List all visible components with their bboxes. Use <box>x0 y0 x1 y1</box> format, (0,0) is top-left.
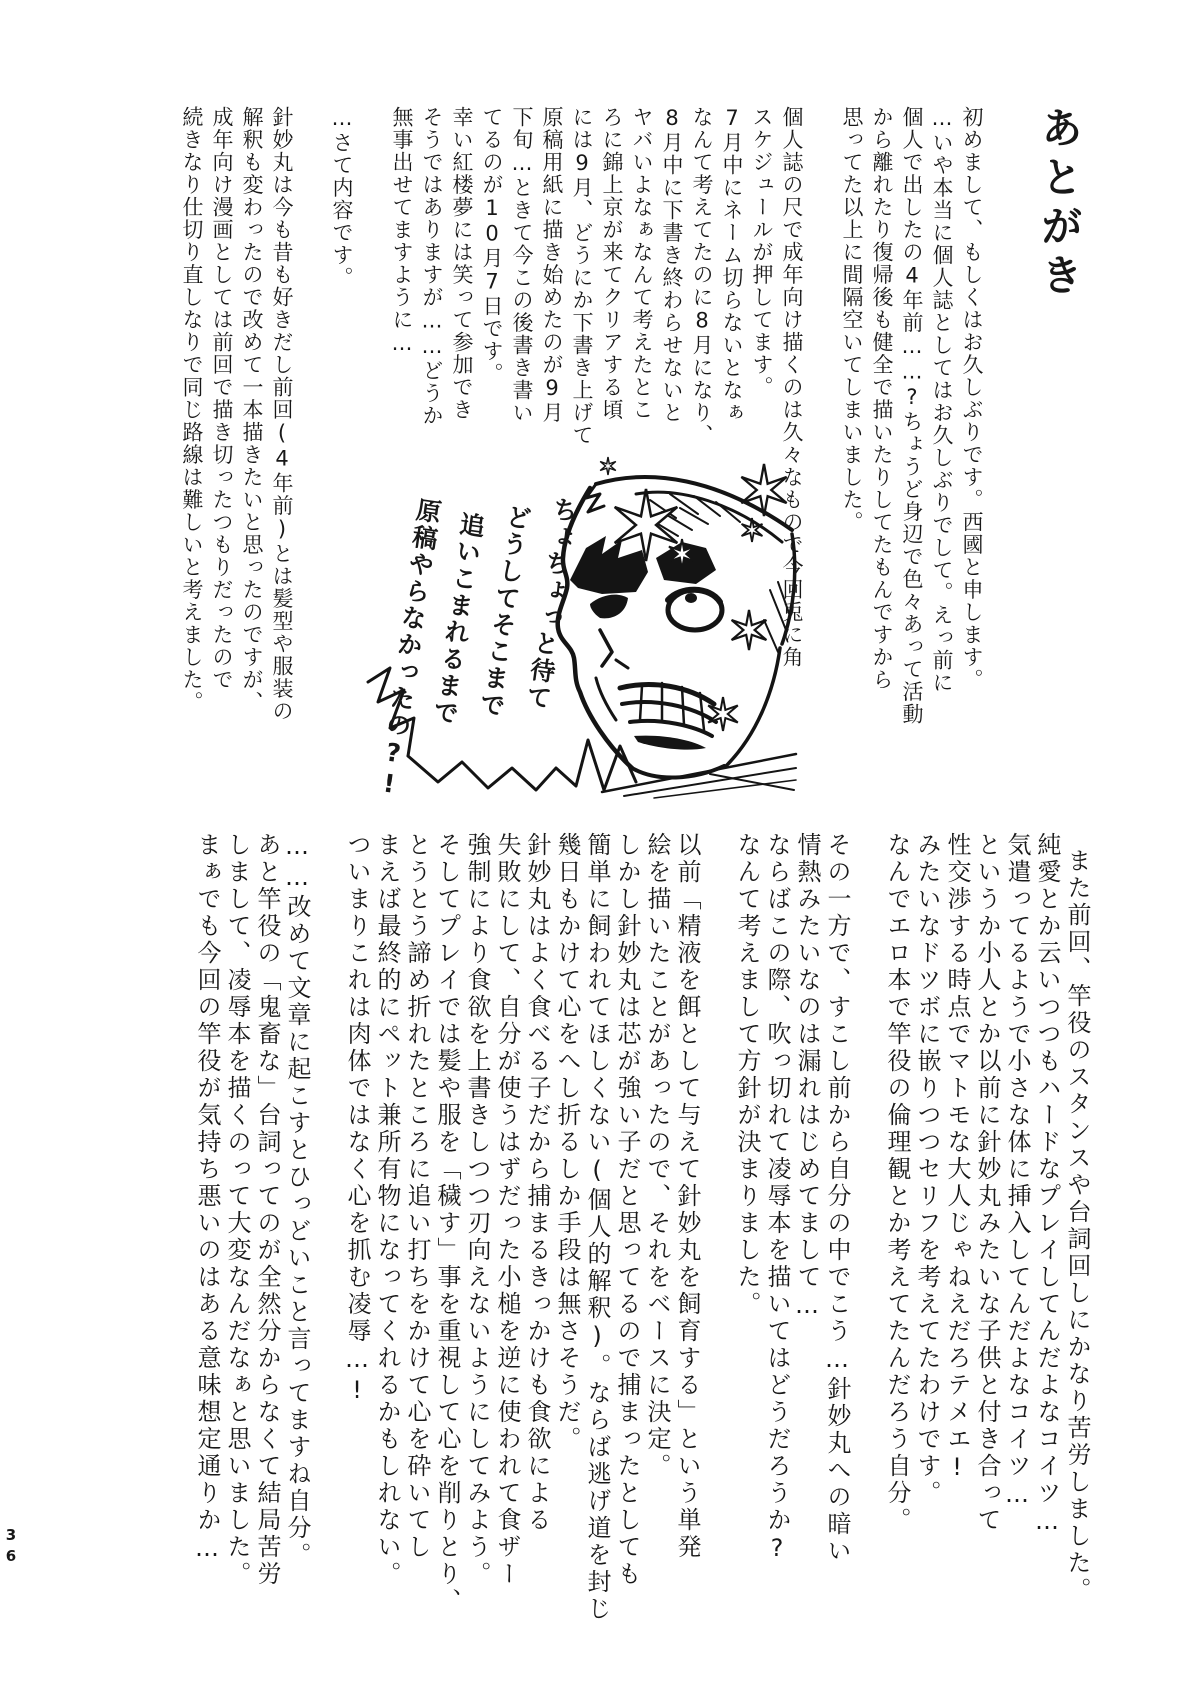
text-column: 下旬…ときて今この後書き書い <box>510 106 534 424</box>
text-column: 純愛とか云いつつもハードなプレイしてんだよなコイツ… <box>1033 832 1061 1538</box>
text-column: 解釈も変わったので改めて一本描きたいと思ったのですが、 <box>240 106 264 714</box>
text-column: ついまりこれは肉体ではなく心を抓む凌辱…! <box>343 832 371 1407</box>
handwriting-line: どうしてそこまで <box>474 502 534 721</box>
text-column: 8月中に下書き終わらせないと <box>660 106 684 424</box>
text-column: 簡単に飼われてほしくない(個人的解釈)。ならば逃げ道を封じ <box>583 832 611 1623</box>
handwriting-line: 原稿やらなかったの?! <box>372 495 444 802</box>
text-column <box>357 106 387 766</box>
text-column: てるのが10月7日です。 <box>480 106 504 385</box>
text-column: なんて考えてたのに8月になり、 <box>690 106 714 447</box>
text-column: 以前「精液を餌として与えて針妙丸を飼育する」という単発 <box>673 832 701 1561</box>
text-column: なんでエロ本で竿役の倫理観とか考えてたんだろう自分。 <box>883 832 911 1534</box>
text-column: 幾日もかけて心をへし折るしか手段は無さそうだ。 <box>553 832 581 1453</box>
text-column: スケジュールが押してます。 <box>750 106 774 399</box>
text-column: 思ってた以上に間隔空いてしまいました。 <box>840 106 864 534</box>
text-column: また前回、竿役のスタンスや台詞回しにかなり苦労しました。 <box>1063 848 1091 1604</box>
text-column <box>807 106 837 766</box>
text-column: そうではありますが……どうか <box>420 106 444 427</box>
text-column: 針妙丸はよく食べる子だから捕まるきっかけも食欲による <box>523 832 551 1534</box>
text-column <box>702 832 732 1687</box>
text-column: というか小人とか以前に針妙丸みたいな子供と付き合って <box>973 832 1001 1534</box>
text-column: 絵を描いたことがあったので、それをベースに決定。 <box>643 832 671 1480</box>
text-column: 続きなり仕切り直しなりで同じ路線は難しいと考えました。 <box>180 106 204 714</box>
text-column: まぁでも今回の竿役が気持ち悪いのはある意味想定通りか… <box>193 832 221 1565</box>
handwriting-line: ちょちょっと待て <box>521 494 581 713</box>
text-column: 情熱みたいなのは漏れはじめてまして… <box>793 832 821 1322</box>
afterword-content-block <box>192 832 1092 1687</box>
page-title: あとがき <box>1035 106 1084 302</box>
page-number: 36 <box>2 1526 20 1568</box>
text-column: 気遣ってるようで小さな体に挿入してんだよなコイツ… <box>1003 832 1031 1511</box>
text-column <box>297 106 327 766</box>
text-column: 成年向け漫画としては前回で描き切ったつもりだったので <box>210 106 234 691</box>
text-column: 性交渉する時点でマトモな大人じゃねえだろテメエ! <box>943 832 971 1484</box>
text-column: しまして、凌辱本を描くのって大変なんだなぁと思いました。 <box>223 832 251 1588</box>
text-column: …いや本当に個人誌としてはお久しぶりでして。えっ前に <box>930 106 954 694</box>
text-column: なんて考えまして方針が決まりました。 <box>733 832 761 1318</box>
text-column <box>312 832 342 1687</box>
text-column: 強制により食欲を上書きしつつ刃向えないようにしてみよう。 <box>463 832 491 1588</box>
text-column: そしてプレイでは髪や服を「穢す」事を重視して心を削りとり、 <box>433 832 461 1615</box>
text-column: 個人で出したの4年前……?ちょうど身辺で色々あって活動 <box>900 106 924 726</box>
handwriting-line: 追いこまれるまで <box>428 510 488 728</box>
text-column: には9月、どうにか下書き上げて <box>570 106 594 447</box>
text-column: まえば最終的にペット兼所有物になってくれるかもしれない。 <box>373 832 401 1588</box>
text-column: しかし針妙丸は芯が強い子だと思ってるので捕まったとしても <box>613 832 641 1588</box>
text-column: みたいなドツボに嵌りつつセリフを考えてたわけです。 <box>913 832 941 1507</box>
afterword-intro-block <box>177 106 1095 766</box>
text-column: 無事出せてますように… <box>390 106 414 357</box>
text-column: ならばこの際、吹っ切れて凌辱本を描いてはどうだろうか? <box>763 832 791 1565</box>
text-column: 個人誌の尺で成年向け描くのは久々なもので今回兎に角 <box>780 106 804 669</box>
text-column: とうとう諦め折れたところに追い打ちをかけて心を砕いてし <box>403 832 431 1561</box>
text-column: ろに錦上京が来てクリアする頃 <box>600 106 624 421</box>
text-column: あと竿役の「鬼畜な」台詞ってのが全然分からなくて結局苦労 <box>253 832 281 1588</box>
text-column: …さて内容です。 <box>330 106 354 289</box>
text-column: から離れたり復帰後も健全で描いたりしてたもんですから <box>870 106 894 691</box>
text-column: 針妙丸は今も昔も好きだし前回(4年前)とは髪型や服装の <box>270 106 294 723</box>
text-column: 原稿用紙に描き始めたのが9月 <box>540 106 564 424</box>
text-column <box>852 832 882 1687</box>
text-column: 7月中にネーム切らないとなぁ <box>720 106 744 424</box>
text-column: 失敗にして、自分が使うはずだった小槌を逆に使われて食ザー <box>493 832 521 1588</box>
text-column: ……改めて文章に起こすとひっどいこと言ってますね自分。 <box>283 832 311 1569</box>
text-column: 幸い紅楼夢には笑って参加でき <box>450 106 474 421</box>
text-column: 初めまして、もしくはお久しぶりです。西國と申します。 <box>960 106 984 691</box>
text-column: ヤバいよなぁなんて考えたとこ <box>630 106 654 421</box>
text-column: その一方で、すこし前から自分の中でこう…針妙丸への暗い <box>823 832 851 1565</box>
